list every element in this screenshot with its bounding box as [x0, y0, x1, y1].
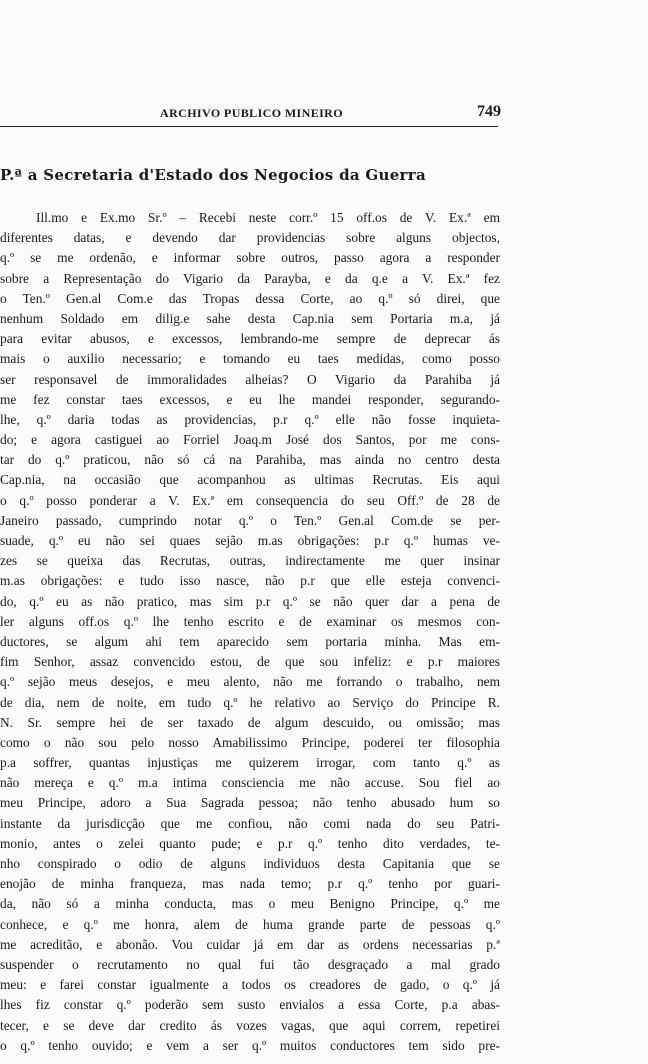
body-line: nho conspirado o odio de alguns individuos desta Capitania que se	[0, 856, 500, 871]
body-line: Janeiro passado, cumprindo notar q.º o Ten.º Gen.al Com.de se per-	[0, 512, 500, 528]
running-title: ARCHIVO PUBLICO MINEIRO	[160, 106, 343, 120]
body-line: suspender o recrutamento no qual fui tão desgraçado a mal grado	[0, 956, 500, 972]
body-line: não mereça e q.º m.a intima consciencia me não accuse. Sou fiel ao	[0, 775, 500, 791]
body-line: suade, q.º eu não sei quaes sejão m.as obrigações: p.r q.º humas ve-	[0, 533, 500, 548]
body-line: N. Sr. sempre hei de ser taxado de algum descuido, ou omissão; mas	[0, 714, 500, 730]
body-line: lhes fiz constar q.º poderão sem susto envialos a essa Corte, p.a abas-	[0, 997, 500, 1013]
body-line: ser responsavel de immoralidades alheias? O Vigario da Parahiba já	[0, 371, 500, 387]
body-line: tar do q.º praticou, não só cá na Parahiba, mas ainda no centro desta	[0, 452, 500, 468]
body-line: para evitar abusos, e excessos, lembrando-me sempre de deprecar ás	[0, 331, 500, 347]
body-line: zes se queixa das Recrutas, outras, indirectamente me quer insinar	[0, 553, 500, 569]
body-line: o q.º posso ponderar a V. Ex.ª em consequencia do seu Off.º de 28 de	[0, 492, 500, 508]
body-line: do, q.º eu as não pratico, mas sim p.r q.º se não quer dar a pena de	[0, 593, 500, 609]
body-line: do; e agora castiguei ao Forriel Joaq.m José dos Santos, por me cons-	[0, 432, 500, 448]
running-header	[0, 103, 648, 126]
body-line: m.as obrigações: e tudo isso nasce, não p.r que elle esteja convenci-	[0, 573, 500, 589]
body-line: o Ten.º Gen.al Com.e das Tropas dessa Corte, ao q.º só direi, que	[0, 290, 500, 306]
body-line: nenhum Soldado em dilig.e sahe desta Cap.nia sem Portaria m.a, já	[0, 310, 500, 326]
body-line: me acreditão, e abonão. Vou cuidar já em dar as ordens necessarias p.ª	[0, 936, 500, 952]
header-rule	[0, 126, 498, 127]
body-line: q.º sejão meus desejos, e meu alento, não me forrando o trabalho, nem	[0, 674, 500, 690]
body-line: mais o auxilio necessario; e tomando eu taes medidas, como posso	[0, 351, 500, 367]
body-line: de dia, nem de noite, em tudo q.º he relativo ao Serviço do Principe R.	[0, 694, 500, 710]
body-line: instante da jurisdicção que me confiou, não comi nada do seu Patri-	[0, 815, 500, 831]
body-line: sobre a Representação do Vigario da Parayba, e da q.e a V. Ex.ª fez	[0, 270, 500, 286]
body-line: p.a soffrer, quantas injustiças me quizerem irrogar, com tanto q.º as	[0, 755, 500, 771]
body-line: me fez constar taes excessos, e eu lhe mandei responder, segurando-	[0, 391, 500, 407]
section-heading: P.ª a Secretaria d'Estado dos Negocios da Guerra	[0, 166, 426, 184]
body-line: ler alguns off.os q.º lhe tenho escrito e de examinar os mesmos con-	[0, 613, 500, 629]
body-line: enojão de minha franqueza, mas nada temo; p.r q.º tenho por guari-	[0, 876, 500, 892]
body-line: meu: e farei constar igualmente a todos os creadores de gado, o q.º já	[0, 977, 500, 993]
body-line: como o não sou pelo nosso Amabilissimo Principe, poderei ter filosophia	[0, 734, 500, 750]
body-line: da, não só a minha conducta, mas o meu Benigno Principe, q.º me	[0, 896, 500, 912]
body-line: monio, antes o zelei quanto pude; e p.r q.º tenho dito verdades, te-	[0, 835, 500, 851]
body-line: tecer, e se deve dar credito ás vozes vagas, que aqui correm, repetirei	[0, 1017, 500, 1033]
page-number: 749	[477, 103, 501, 120]
body-line: q.º se me ordenão, e informar sobre outros, passo agora a responder	[0, 250, 500, 266]
body-line: diferentes datas, e devendo dar providencias sobre alguns objectos,	[0, 230, 500, 246]
body-line: Ill.mo e Ex.mo Sr.º – Recebi neste corr.º 15 off.os de V. Ex.ª em	[36, 210, 500, 225]
body-line: o q.º tenho ouvido; e vem a ser q.º muitos conductores tem sido pre-	[0, 1037, 500, 1053]
body-line: ductores, se algum ahi tem aparecido sem portaria minha. Mas em-	[0, 633, 500, 649]
body-line: conhece, e q.º me honra, alem de huma grande parte de pessoas q.º	[0, 916, 500, 932]
letter-body	[0, 208, 500, 1056]
body-line: fim Senhor, assaz convencido estou, de que sou infeliz: e p.r maiores	[0, 654, 500, 670]
body-line: meu Principe, adoro a Sua Sagrada pessoa; não tenho abusado hum so	[0, 795, 500, 811]
body-line: Cap.nia, na occasião que acompanhou as ultimas Recrutas. Eis aqui	[0, 472, 500, 488]
body-line: lhe, q.º daria todas as providencias, p.r q.º elle não fosse inquieta-	[0, 411, 500, 427]
